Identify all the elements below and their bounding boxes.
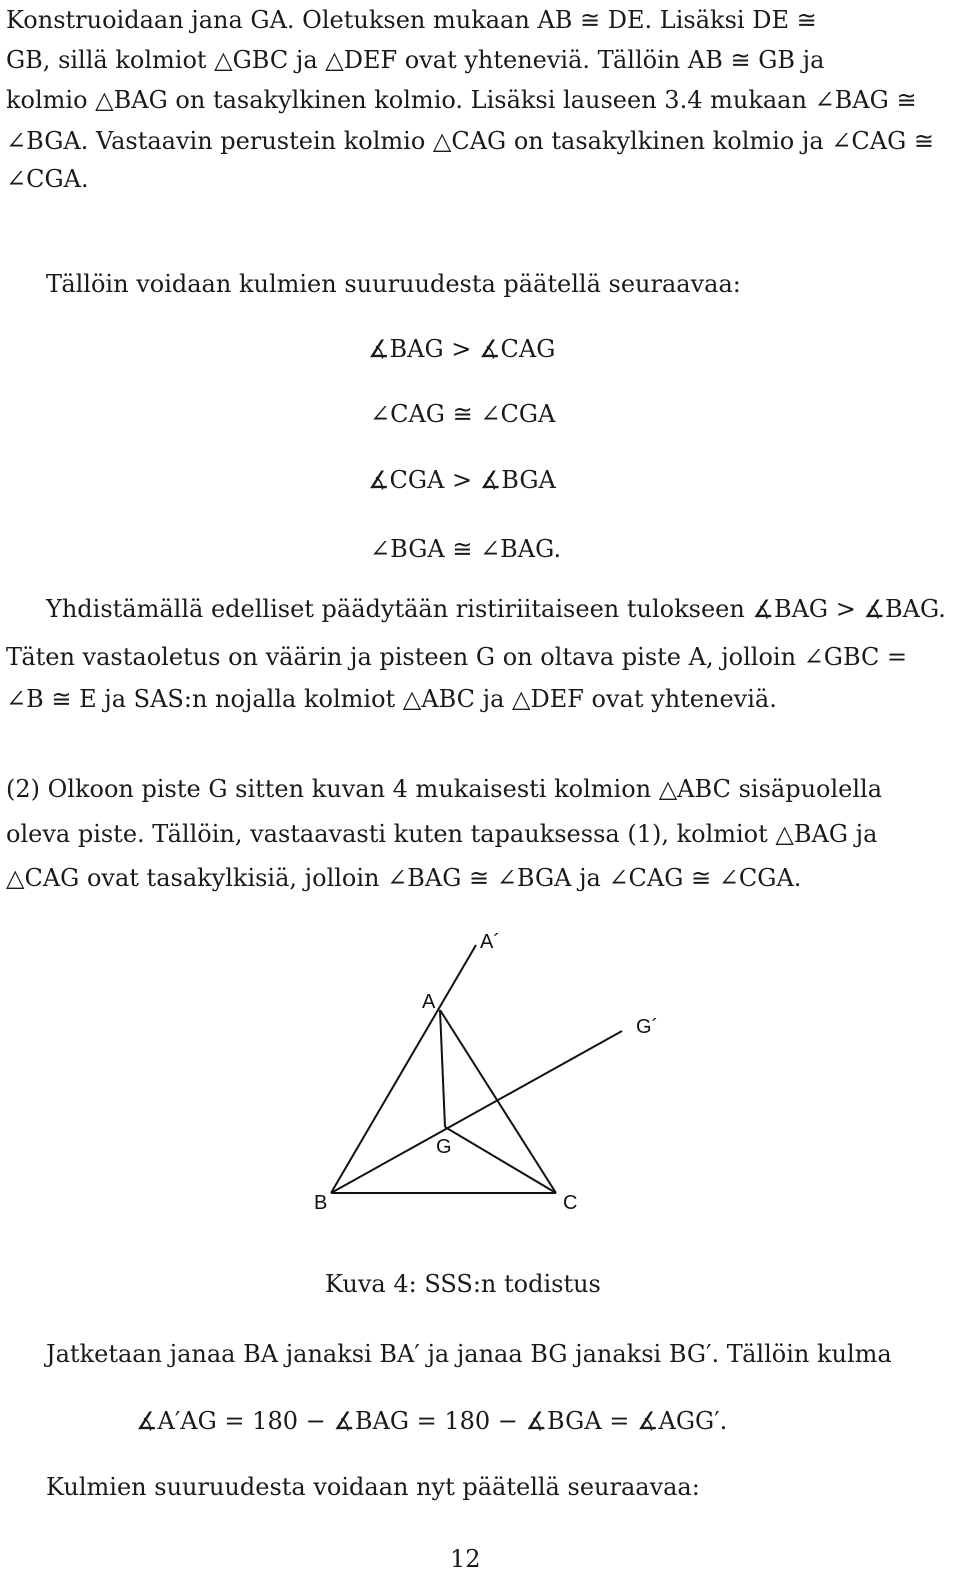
text-line-5: ∠CGA. [6,165,89,193]
label-G-prime: G´ [636,1016,659,1038]
text-line-4: ∠BGA. Vastaavin perustein kolmio △CAG on tasakylkinen kolmio ja ∠CAG ≅ [6,127,934,155]
label-G: G [436,1136,452,1158]
text-line-1: Konstruoidaan jana GA. Oletuksen mukaan AB ≅ DE. Lisäksi DE ≅ [6,6,817,34]
segment-AG [440,1010,445,1127]
text-line-13: ∠B ≅ E ja SAS:n nojalla kolmiot △ABC ja △DEF ovat yhteneviä. [6,685,777,713]
label-B: B [314,1192,328,1214]
label-A-prime: A´ [480,931,500,953]
display-equation-5: ∡A′AG = 180 − ∡BAG = 180 − ∡BGA = ∡AGG′. [136,1407,728,1435]
text-line-15: oleva piste. Tällöin, vastaavasti kuten tapauksessa (1), kolmiot △BAG ja [6,820,878,848]
label-A: A [422,991,436,1013]
text-line-3: kolmio △BAG on tasakylkinen kolmio. Lisäksi lauseen 3.4 mukaan ∠BAG ≅ [6,86,917,114]
text-line-11: Yhdistämällä edelliset päädytään ristiriitaiseen tulokseen ∡BAG > ∡BAG. [46,595,946,623]
segment-BG-extended [331,1031,622,1193]
page-number: 12 [450,1545,481,1573]
segment-GC [445,1127,556,1193]
segment-AC [440,1010,556,1193]
text-line-14: (2) Olkoon piste G sitten kuvan 4 mukaisesti kolmion △ABC sisäpuolella [6,775,883,803]
display-equation-1: ∡BAG > ∡CAG [368,335,556,363]
text-line-20: Kulmien suuruudesta voidaan nyt päätellä seuraavaa: [46,1473,700,1501]
segment-BA-extended [331,945,476,1193]
triangle-figure [0,920,960,1240]
display-equation-2: ∠CAG ≅ ∠CGA [370,400,556,428]
display-equation-3: ∡CGA > ∡BGA [368,466,556,494]
text-line-12: Täten vastaoletus on väärin ja pisteen G on oltava piste A, jolloin ∠GBC = [6,643,908,671]
figure-caption: Kuva 4: SSS:n todistus [325,1270,601,1298]
text-line-18: Jatketaan janaa BA janaksi BA′ ja janaa BG janaksi BG′. Tällöin kulma [46,1340,892,1368]
label-C: C [563,1192,578,1214]
text-line-16: △CAG ovat tasakylkisiä, jolloin ∠BAG ≅ ∠BGA ja ∠CAG ≅ ∠CGA. [6,864,802,892]
display-equation-4: ∠BGA ≅ ∠BAG. [370,535,562,563]
text-line-2: GB, sillä kolmiot △GBC ja △DEF ovat yhteneviä. Tällöin AB ≅ GB ja [6,46,825,74]
text-line-6: Tällöin voidaan kulmien suuruudesta päätellä seuraavaa: [46,270,741,298]
